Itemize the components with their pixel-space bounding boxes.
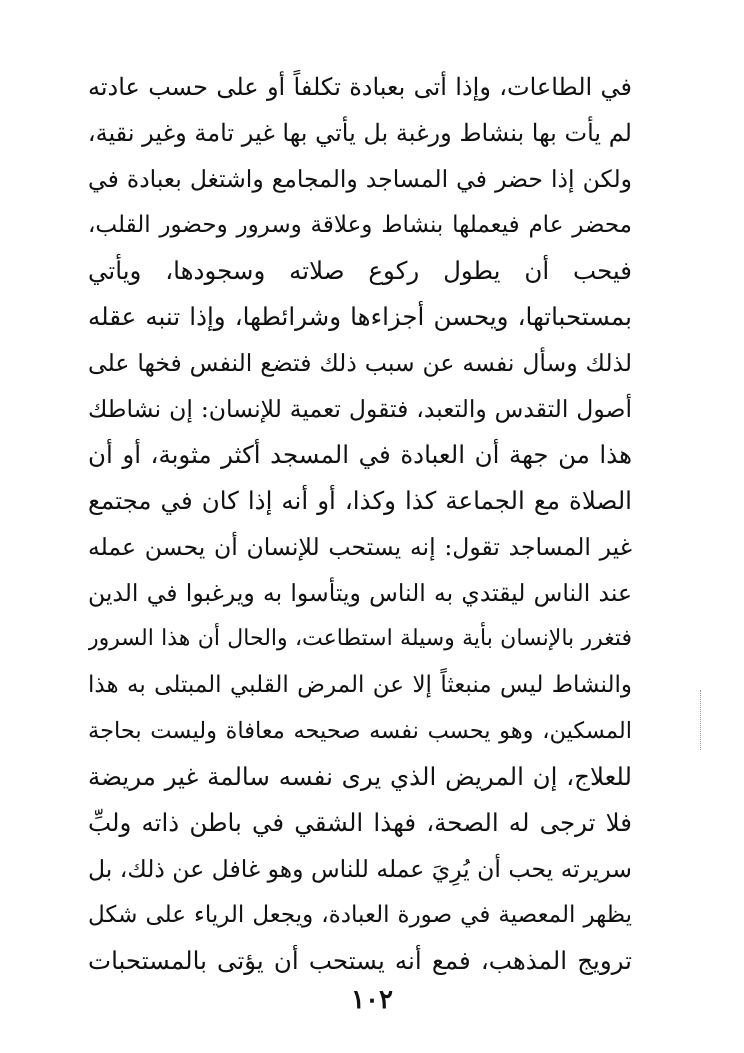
- page-number: ١٠٢: [351, 985, 393, 1015]
- text-line-1: في الطاعات، وإذا أتى بعبادة تكلفاً أو على حسب عادته: [88, 73, 632, 101]
- text-line-2: لم يأت بها بنشاط ورغبة بل يأتي بها غير تامة وغير نقية،: [88, 119, 632, 147]
- text-line-8: أصول التقدس والتعبد، فتقول تعمية للإنسان: إن نشاطك: [88, 395, 632, 423]
- text-line-16: للعلاج، إن المريض الذي يرى نفسه سالمة غير مريضة: [88, 762, 632, 791]
- text-line-3: ولكن إذا حضر في المساجد والمجامع واشتغل بعبادة في: [88, 165, 632, 193]
- text-line-5: فيحب أن يطول ركوع صلاته وسجودها، ويأتي: [88, 256, 632, 285]
- text-line-14: والنشاط ليس منبعثاً إلا عن المرض القلبي المبتلى به هذا: [88, 672, 632, 698]
- text-line-6: بمستحباتها، ويحسن أجزاءها وشرائطها، وإذا تنبه عقله: [88, 302, 632, 331]
- text-line-13: فتغرر بالإنسان بأية وسيلة استطاعت، والحال أن هذا السرور: [88, 626, 632, 651]
- text-line-9: هذا من جهة أن العبادة في المسجد أكثر مثوبة، أو أن: [88, 440, 632, 469]
- text-line-10: الصلاة مع الجماعة كذا وكذا، أو أنه إذا كان في مجتمع: [88, 486, 632, 515]
- text-line-11: غير المساجد تقول: إنه يستحب للإنسان أن يحسن عمله: [88, 533, 632, 561]
- scan-margin-mark: [700, 690, 703, 750]
- text-line-17: فلا ترجى له الصحة، فهذا الشقي في باطن ذاته ولبِّ: [88, 808, 632, 837]
- text-line-12: عند الناس ليقتدي به الناس ويتأسوا به ويرغبوا في الدين: [88, 579, 632, 607]
- text-line-19: يظهر المعصية في صورة العبادة، ويجعل الرياء على شكل: [88, 902, 632, 928]
- body-text: [88, 64, 632, 984]
- text-line-4: محضر عام فيعملها بنشاط وعلاقة وسرور وحضور القلب،: [88, 212, 632, 238]
- text-line-7: لذلك وسأل نفسه عن سبب ذلك فتضع النفس فخها على: [88, 349, 632, 377]
- text-line-20: ترويج المذهب، فمع أنه يستحب أن يؤتى بالمستحبات: [88, 946, 632, 975]
- text-line-18: سريرته يحب أن يُرِيَ عمله للناس وهو غافل عن ذلك، بل: [88, 855, 632, 883]
- text-line-15: المسكين، وهو يحسب نفسه صحيحه معافاة وليست بحاجة: [88, 718, 632, 744]
